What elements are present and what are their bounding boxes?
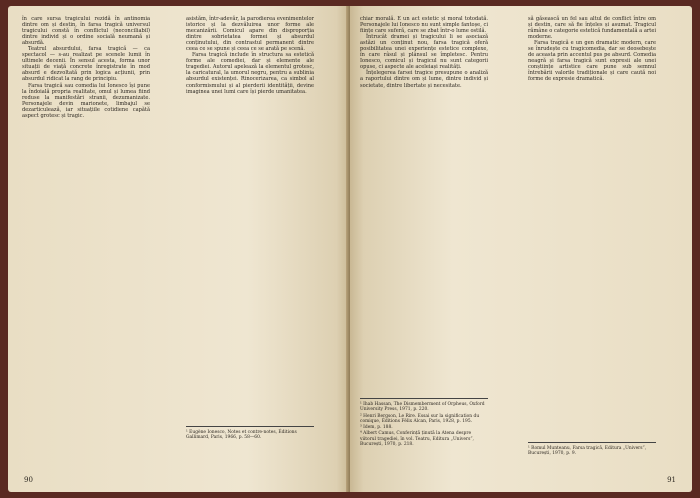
right-page-column-1 (360, 16, 488, 89)
right-page-column-2 (528, 16, 656, 83)
left-page (8, 6, 350, 492)
footnote: ¹ Eugène Ionesco, Notes et contre-notes, Éditions Gallimard, Paris, 1966, p. 58—60. (186, 430, 297, 441)
paragraph: chiar morală. E un act estetic și moral totodată. Personajele lui Ionesco nu sunt simple fantoșe, ci ființe care suferă, care se zbat într-o lume ostilă. (360, 16, 488, 35)
left-page-column-2 (186, 16, 314, 95)
left-page-footnotes (186, 426, 314, 442)
paragraph: asistăm, într-adevăr, la parodierea evenimentelor istorice și la dezvăluirea unor forme ale mecanizării. Comicul apare din disproporția dintre sobrietatea formei și absurdul conținutului, din contrastul permanent dintre ceea ce se spune și ceea ce se arată pe scenă. (186, 16, 314, 53)
paragraph: Farsa tragică e un gen dramatic modern, care se înrudește cu tragicomedia, dar se deosebește de aceasta prin accentul pus pe absurd. Comedia neagră și farsa tragică sunt expresii ale unei conștiințe artistice care pune sub semnul întrebării valorile tradiționale și care caută noi forme de expresie dramatică. (528, 40, 656, 83)
paragraph: Teatrul absurdului, farsa tragică — ca spectacol — s-au realizat pe scenele lumii în ultimele decenii. În sensul acesta, forma unor situații de viață concrete înregistrate în mod absurd e dezvoltată prin logica acțiunii, prin absurdul ridicat la rang de principiu. (22, 46, 150, 83)
footnote: ¹ Romul Munteanu, Farsa tragică, Editura „Univers”, București, 1970, p. 9. (528, 446, 647, 457)
paragraph: Farsa tragică include în structura sa estetică forme ale comediei, dar și elemente ale tragediei. Autorul apelează la elementul grotesc, la caricatural, la umorul negru, pentru a sublinia absurdul existenței. Rinocerizarea, ca simbol al conformismului și al pierderii identității, devine imaginea unei lumi care își pierde umanitatea. (186, 52, 314, 95)
right-page-footnotes-2 (528, 442, 656, 458)
paragraph: să găsească un fel sau altul de conflict între om și destin, care să fie înțeles și asumat. Tragicul rămâne o categorie estetică fundamentală a artei moderne. (528, 16, 656, 41)
footnote: ² Henri Bergson, Le Rire. Essai sur la signification du comique, Éditions Félix Alcan, Paris, 1928, p. 195. (360, 413, 480, 424)
right-page (350, 6, 692, 492)
footnote: ¹ Ihab Hassan, The Dismemberment of Orpheus, Oxford University Press, 1971, p. 220. (360, 402, 485, 413)
paragraph: în care sursa tragicului rezidă în antinomia dintre om și destin, în farsa tragică universul tragicului constă în conflictul (neconciliabil) dintre individ și o ordine socială neumană și absurdă. (22, 16, 150, 47)
paragraph: Întrucât dramei și tragicului li se asociază astăzi un conținut nou, farsa tragică oferă posibilitatea unei experiențe estetice complexe, în care râsul și plânsul se împletesc. Pentru Ionesco, comicul și tragicul nu sunt categorii opuse, ci aspecte ale aceleiași realități. (360, 34, 488, 71)
page-number-right: 91 (667, 476, 676, 484)
paragraph: Înțelegerea farsei tragice presupune o analiză a raportului dintre om și lume, dintre individ și societate, dintre libertate și necesitate. (360, 70, 488, 89)
paragraph: Farsa tragică sau comedia lui Ionesco își pune la îndoială propria realitate, omul și lumea fiind reduse la manifestări stranii, dezumanizate. Personajele devin marionete, limbajul se dezarticulează, iar situațiile cotidiene capătă aspect grotesc și tragic. (22, 82, 150, 119)
page-number-left: 90 (24, 476, 33, 484)
footnote: ³ Idem, p. 188. (360, 425, 393, 431)
right-page-footnotes-1 (360, 398, 488, 448)
left-page-column-1 (22, 16, 150, 119)
footnote: ⁴ Albert Camus, Conferință ținută la Atena despre viitorul tragediei, în vol. Teatru, Editura „Univers”, București, 1970, p. 218. (360, 431, 474, 448)
